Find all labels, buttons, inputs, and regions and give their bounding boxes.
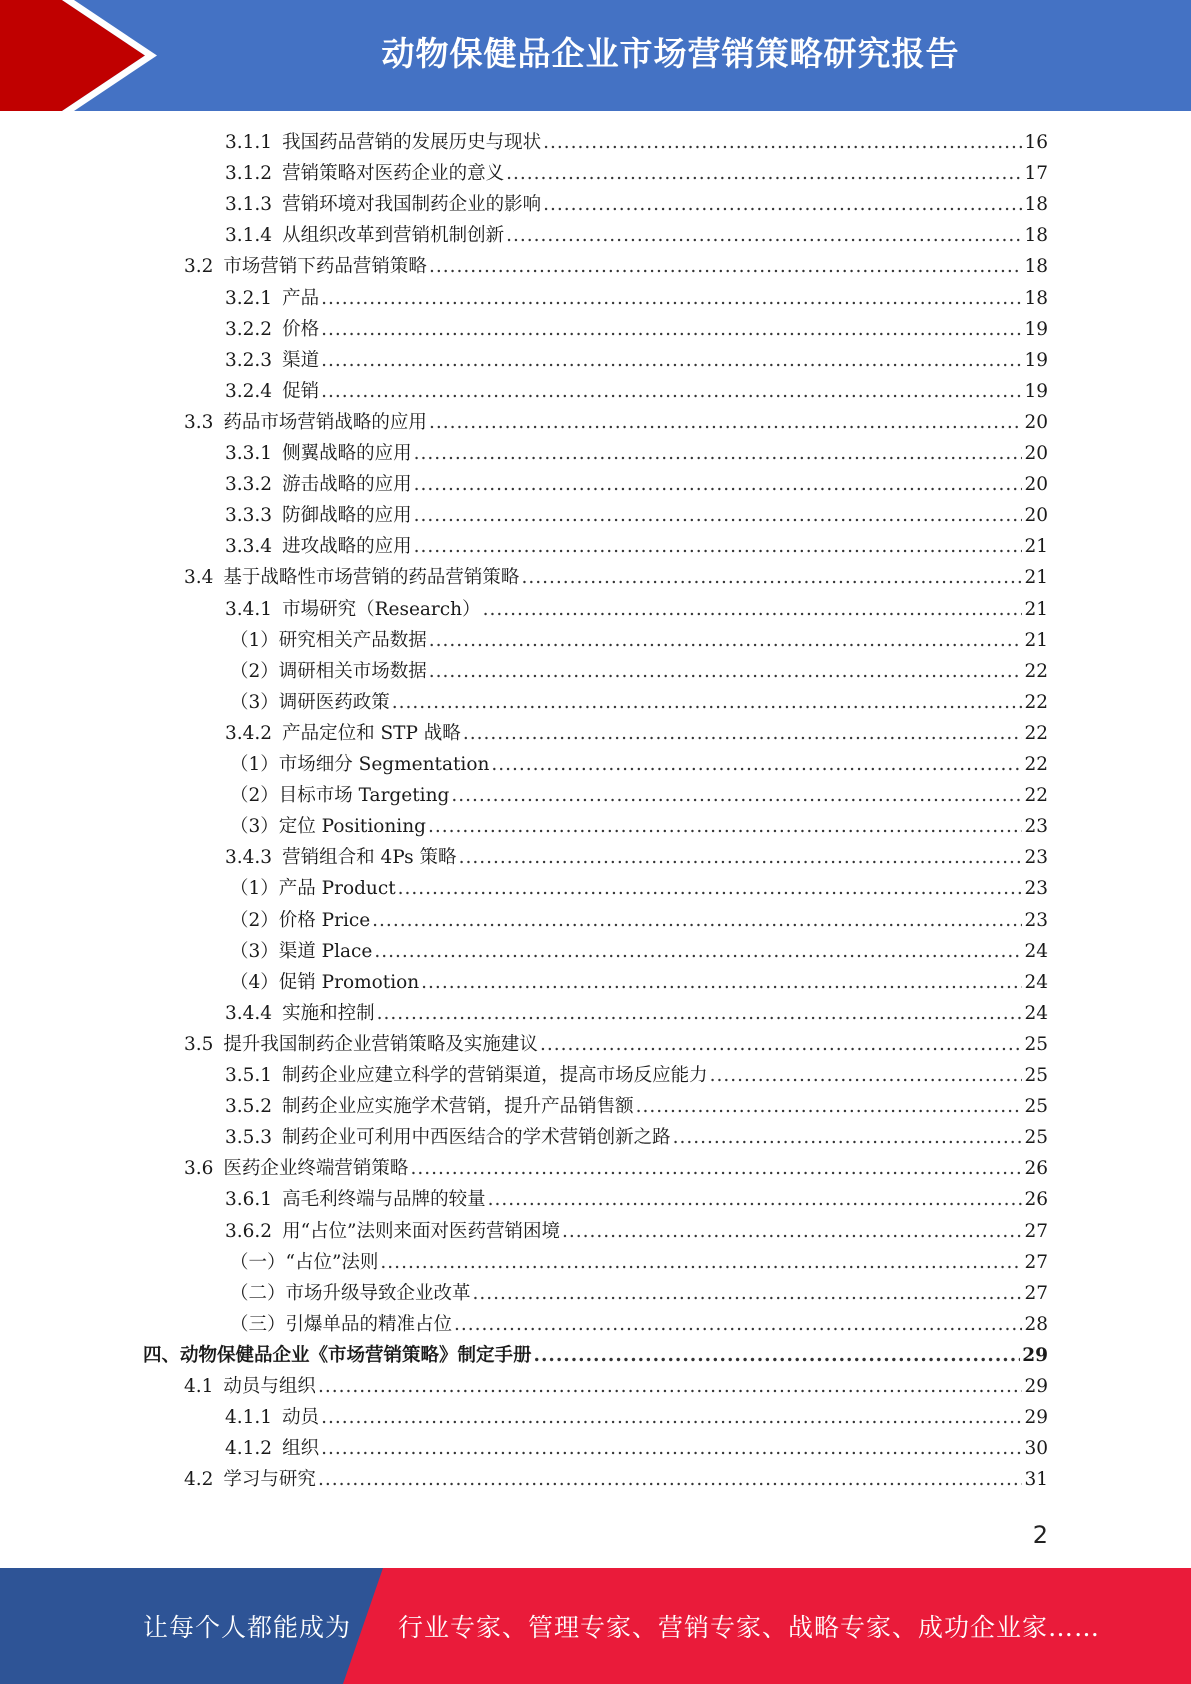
toc-entry-title: 渠道 xyxy=(282,349,320,371)
toc-dot-leader xyxy=(710,1060,1023,1091)
toc-entry-title: 动员 xyxy=(282,1407,320,1429)
toc-entry-title: 防御战略的应用 xyxy=(282,505,412,527)
toc-entry-title: 药品市场营销战略的应用 xyxy=(223,411,427,433)
toc-entry-title: （2）目标市场 Targeting xyxy=(230,785,450,807)
toc-entry-title: 提升我国制药企业营销策略及实施建议 xyxy=(223,1033,538,1055)
toc-entry[interactable] xyxy=(225,1122,1048,1153)
toc-dot-leader xyxy=(454,1309,1022,1340)
toc-dot-leader xyxy=(380,1247,1022,1278)
toc-entry-page: 18 xyxy=(1024,256,1048,278)
toc-entry-title: 学习与研究 xyxy=(223,1469,316,1491)
toc-entry[interactable] xyxy=(230,749,1048,780)
toc-entry-title: （1）产品 Product xyxy=(230,878,396,900)
toc-entry-page: 31 xyxy=(1024,1469,1048,1491)
toc-dot-leader xyxy=(506,220,1022,251)
toc-dot-leader xyxy=(483,594,1023,625)
toc-dot-leader xyxy=(321,1402,1022,1433)
toc-entry-title: 用“占位”法则来面对医药营销困境 xyxy=(282,1220,560,1242)
toc-entry-number: 3.3.1 xyxy=(225,443,273,464)
toc-dot-leader xyxy=(673,1122,1023,1153)
toc-entry[interactable] xyxy=(230,905,1048,936)
toc-entry-number: 4.1.1 xyxy=(225,1407,273,1429)
toc-entry-page: 21 xyxy=(1024,629,1048,651)
toc-entry-title: 制药企业应建立科学的营销渠道，提高市场反应能力 xyxy=(282,1065,708,1086)
toc-entry-title: 产品定位和 STP 战略 xyxy=(282,722,461,744)
toc-entry-number: 3.5 xyxy=(184,1033,214,1055)
toc-entry-title: （1）研究相关产品数据 xyxy=(230,629,427,651)
page-header xyxy=(0,0,1191,111)
toc-entry-number: 4.1.2 xyxy=(225,1438,273,1460)
toc-entry-page: 26 xyxy=(1024,1158,1048,1180)
toc-entry-page: 21 xyxy=(1024,567,1048,589)
toc-entry-title: （三）引爆单品的精准占位 xyxy=(230,1313,453,1335)
toc-entry-page: 25 xyxy=(1024,1096,1048,1118)
toc-entry-page: 18 xyxy=(1024,287,1048,309)
toc-entry-page: 18 xyxy=(1024,225,1048,247)
toc-entry-page: 28 xyxy=(1024,1313,1048,1335)
toc-dot-leader xyxy=(428,811,1022,842)
toc-entry[interactable] xyxy=(184,562,1048,593)
toc-entry-page: 20 xyxy=(1024,505,1048,527)
toc-entry-number: 3.2.1 xyxy=(225,287,273,309)
toc-entry-number: 3.3.2 xyxy=(225,474,273,496)
toc-entry-page: 25 xyxy=(1024,1065,1048,1086)
toc-entry-title: （3）定位 Positioning xyxy=(230,816,426,838)
toc-entry-number: 3.4 xyxy=(184,567,214,589)
toc-entry-number: 3.4.2 xyxy=(225,722,273,744)
toc-dot-leader xyxy=(318,1371,1023,1402)
toc-entry[interactable] xyxy=(225,314,1048,345)
toc-entry-page: 29 xyxy=(1024,1376,1048,1397)
toc-entry-title: 营销组合和 4Ps 策略 xyxy=(282,847,457,869)
toc-dot-leader xyxy=(392,687,1023,718)
toc-entry-page: 16 xyxy=(1024,132,1048,153)
toc-entry-number: 4.1 xyxy=(184,1376,214,1397)
toc-entry-number: 3.3.4 xyxy=(225,536,273,558)
header-chevron-icon xyxy=(0,0,160,111)
toc-dot-leader xyxy=(421,967,1022,998)
toc-dot-leader xyxy=(636,1091,1023,1122)
toc-entry-title: 营销环境对我国制药企业的影响 xyxy=(282,194,542,216)
page-footer xyxy=(0,1568,1191,1684)
toc-entry-number: 3.2 xyxy=(184,256,214,278)
report-title: 动物保健品企业市场营销策略研究报告 xyxy=(381,34,960,73)
toc-dot-leader xyxy=(473,1278,1023,1309)
toc-entry-title: 侧翼战略的应用 xyxy=(282,443,412,464)
toc-entry[interactable] xyxy=(230,656,1048,687)
toc-entry-title: 产品 xyxy=(282,287,320,309)
toc-dot-leader xyxy=(488,1184,1023,1215)
toc-entry-title: （3）调研医药政策 xyxy=(230,691,390,713)
footer-slogan-left: 让每个人都能成为 xyxy=(143,1613,352,1642)
toc-entry[interactable] xyxy=(225,345,1048,376)
toc-entry[interactable] xyxy=(184,251,1048,282)
toc-dot-leader xyxy=(414,469,1023,500)
toc-entry-page: 23 xyxy=(1024,909,1048,931)
toc-entry-page: 22 xyxy=(1024,722,1048,744)
toc-entry-title: 实施和控制 xyxy=(282,1002,375,1024)
toc-entry-page: 23 xyxy=(1024,847,1048,869)
toc-entry-title: 高毛利终端与品牌的较量 xyxy=(282,1189,486,1211)
toc-entry-page: 21 xyxy=(1024,536,1048,558)
toc-dot-leader xyxy=(377,998,1023,1029)
toc-entry-number: 3.6.1 xyxy=(225,1189,273,1211)
toc-entry[interactable] xyxy=(230,625,1048,656)
toc-dot-leader xyxy=(429,656,1023,687)
toc-entry[interactable] xyxy=(225,718,1048,749)
toc-entry-title: 营销策略对医药企业的意义 xyxy=(282,163,505,185)
toc-entry-page: 24 xyxy=(1024,940,1048,962)
toc-entry[interactable] xyxy=(184,1153,1048,1184)
toc-entry-number: 3.3 xyxy=(184,411,214,433)
toc-dot-leader xyxy=(321,314,1022,345)
toc-entry-title: 基于战略性市场营销的药品营销策略 xyxy=(223,567,520,589)
toc-entry-title: （1）市场细分 Segmentation xyxy=(230,754,490,775)
toc-entry-page: 19 xyxy=(1024,318,1048,340)
toc-entry-page: 23 xyxy=(1024,878,1048,900)
toc-entry[interactable] xyxy=(184,1464,1048,1495)
toc-entry-number: 3.4.1 xyxy=(225,598,273,620)
toc-entry[interactable] xyxy=(225,1060,1048,1091)
toc-entry[interactable] xyxy=(230,967,1048,998)
toc-entry[interactable] xyxy=(225,1216,1048,1247)
toc-entry[interactable] xyxy=(184,1029,1048,1060)
toc-dot-leader xyxy=(506,158,1022,189)
toc-entry-page: 19 xyxy=(1024,349,1048,371)
toc-entry-number: 3.6 xyxy=(184,1158,214,1180)
toc-entry-page: 29 xyxy=(1022,1344,1048,1366)
toc-dot-leader xyxy=(318,1464,1023,1495)
toc-entry[interactable] xyxy=(225,469,1048,500)
toc-dot-leader xyxy=(463,718,1023,749)
toc-entry-title: 医药企业终端营销策略 xyxy=(223,1158,409,1180)
toc-entry[interactable] xyxy=(184,1371,1048,1402)
toc-entry-title: 制药企业应实施学术营销，提升产品销售额 xyxy=(282,1096,634,1118)
toc-dot-leader xyxy=(543,127,1022,158)
toc-entry-page: 27 xyxy=(1024,1251,1048,1273)
toc-entry-page: 22 xyxy=(1024,785,1048,807)
toc-dot-leader xyxy=(429,625,1023,656)
toc-entry-number: 3.1.3 xyxy=(225,194,273,216)
toc-entry[interactable] xyxy=(225,1184,1048,1215)
toc-entry[interactable] xyxy=(225,127,1048,158)
toc-entry[interactable] xyxy=(225,1433,1048,1464)
toc-dot-leader xyxy=(414,438,1023,469)
toc-entry[interactable] xyxy=(225,842,1048,873)
toc-entry-number: 3.3.3 xyxy=(225,505,273,527)
toc-entry-number: 3.6.2 xyxy=(225,1220,273,1242)
toc-entry-number: 3.1.2 xyxy=(225,163,273,185)
toc-entry[interactable] xyxy=(225,189,1048,220)
toc-entry[interactable] xyxy=(225,1402,1048,1433)
footer-slogan-right: 行业专家、管理专家、营销专家、战略专家、成功企业家…… xyxy=(398,1613,1101,1642)
toc-entry-title: 促销 xyxy=(282,380,320,402)
toc-entry-page: 22 xyxy=(1024,660,1048,682)
toc-entry-title: 组织 xyxy=(282,1438,320,1460)
toc-entry-title: 游击战略的应用 xyxy=(282,474,412,496)
toc-entry[interactable] xyxy=(225,594,1048,625)
toc-entry-page: 25 xyxy=(1024,1127,1048,1149)
toc-entry-page: 30 xyxy=(1024,1438,1048,1460)
toc-entry-number: 3.5.1 xyxy=(225,1065,273,1086)
toc-dot-leader xyxy=(321,345,1022,376)
toc-dot-leader xyxy=(410,1153,1022,1184)
toc-entry-number: 4.2 xyxy=(184,1469,214,1491)
toc-entry-number: 3.2.3 xyxy=(225,349,273,371)
toc-entry[interactable] xyxy=(230,811,1048,842)
toc-entry-title: （2）价格 Price xyxy=(230,909,371,931)
toc-entry-title: 从组织改革到营销机制创新 xyxy=(282,225,505,247)
toc-entry-number: 3.5.3 xyxy=(225,1127,273,1149)
toc-entry-title: 市場研究（Research） xyxy=(282,598,481,620)
toc-entry-title: 进攻战略的应用 xyxy=(282,536,412,558)
toc-entry[interactable] xyxy=(225,376,1048,407)
toc-entry-page: 20 xyxy=(1024,474,1048,496)
toc-entry-page: 19 xyxy=(1024,380,1048,402)
toc-dot-leader xyxy=(414,531,1023,562)
toc-entry-number: 3.5.2 xyxy=(225,1096,273,1118)
toc-entry[interactable] xyxy=(230,780,1048,811)
toc-entry-page: 24 xyxy=(1024,1002,1048,1024)
toc-dot-leader xyxy=(540,1029,1023,1060)
toc-entry[interactable] xyxy=(184,407,1048,438)
page-number: 2 xyxy=(1032,1521,1048,1549)
toc-dot-leader xyxy=(451,780,1022,811)
toc-entry-number: 3.1.1 xyxy=(225,132,273,153)
toc-dot-leader xyxy=(374,936,1022,967)
toc-entry[interactable] xyxy=(230,873,1048,904)
toc-dot-leader xyxy=(521,562,1022,593)
toc-entry-number: 3.4.3 xyxy=(225,847,273,869)
toc-entry-page: 22 xyxy=(1024,754,1048,775)
toc-entry-title: （二）市场升级导致企业改革 xyxy=(230,1282,471,1304)
toc-entry[interactable] xyxy=(230,936,1048,967)
toc-dot-leader xyxy=(398,873,1023,904)
toc-entry-number: 3.4.4 xyxy=(225,1002,273,1024)
toc-entry-page: 20 xyxy=(1024,443,1048,464)
toc-dot-leader xyxy=(372,905,1022,936)
toc-entry[interactable] xyxy=(230,687,1048,718)
toc-entry[interactable] xyxy=(225,500,1048,531)
toc-entry[interactable] xyxy=(225,158,1048,189)
toc-entry-number: 3.2.2 xyxy=(225,318,273,340)
toc-entry[interactable] xyxy=(225,283,1048,314)
toc-dot-leader xyxy=(459,842,1023,873)
toc-entry-title: （2）调研相关市场数据 xyxy=(230,660,427,682)
toc-dot-leader xyxy=(414,500,1023,531)
toc-dot-leader xyxy=(429,251,1023,282)
toc-dot-leader xyxy=(543,189,1022,220)
toc-entry[interactable] xyxy=(225,220,1048,251)
toc-entry-page: 17 xyxy=(1024,163,1048,185)
toc-entry[interactable] xyxy=(225,998,1048,1029)
toc-entry-title: 制药企业可利用中西医结合的学术营销创新之路 xyxy=(282,1127,671,1149)
toc-entry-title: （3）渠道 Place xyxy=(230,940,373,962)
toc-entry-page: 27 xyxy=(1024,1220,1048,1242)
toc-entry[interactable] xyxy=(225,438,1048,469)
toc-dot-leader xyxy=(534,1340,1021,1371)
toc-dot-leader xyxy=(429,407,1023,438)
toc-entry-page: 20 xyxy=(1024,411,1048,433)
toc-entry-page: 23 xyxy=(1024,816,1048,838)
toc-entry[interactable] xyxy=(143,1340,1048,1371)
toc-dot-leader xyxy=(562,1216,1022,1247)
toc-entry-number: 3.1.4 xyxy=(225,225,273,247)
toc-entry-page: 21 xyxy=(1024,598,1048,620)
toc-entry-title: 四、动物保健品企业《市场营销策略》制定手册 xyxy=(143,1344,532,1366)
toc-entry-title: 市场营销下药品营销策略 xyxy=(223,256,427,278)
toc-entry-page: 18 xyxy=(1024,194,1048,216)
toc-dot-leader xyxy=(321,283,1022,314)
toc-entry-page: 24 xyxy=(1024,971,1048,993)
toc-entry[interactable] xyxy=(230,1278,1048,1309)
toc-entry-page: 29 xyxy=(1024,1407,1048,1429)
toc-entry-page: 27 xyxy=(1024,1282,1048,1304)
toc-entry-title: （4）促销 Promotion xyxy=(230,971,420,993)
toc-entry-title: 我国药品营销的发展历史与现状 xyxy=(282,132,542,153)
toc-entry-title: （一）“占位”法则 xyxy=(230,1251,379,1273)
toc-entry-page: 26 xyxy=(1024,1189,1048,1211)
toc-dot-leader xyxy=(491,749,1022,780)
toc-entry-page: 25 xyxy=(1024,1033,1048,1055)
toc-entry[interactable] xyxy=(225,531,1048,562)
toc-entry-title: 动员与组织 xyxy=(223,1376,316,1397)
toc-dot-leader xyxy=(321,1433,1022,1464)
toc-entry[interactable] xyxy=(230,1247,1048,1278)
toc-entry[interactable] xyxy=(225,1091,1048,1122)
toc-dot-leader xyxy=(321,376,1022,407)
toc-entry-title: 价格 xyxy=(282,318,320,340)
toc-entry[interactable] xyxy=(230,1309,1048,1340)
toc-entry-page: 22 xyxy=(1024,691,1048,713)
toc-entry-number: 3.2.4 xyxy=(225,380,273,402)
